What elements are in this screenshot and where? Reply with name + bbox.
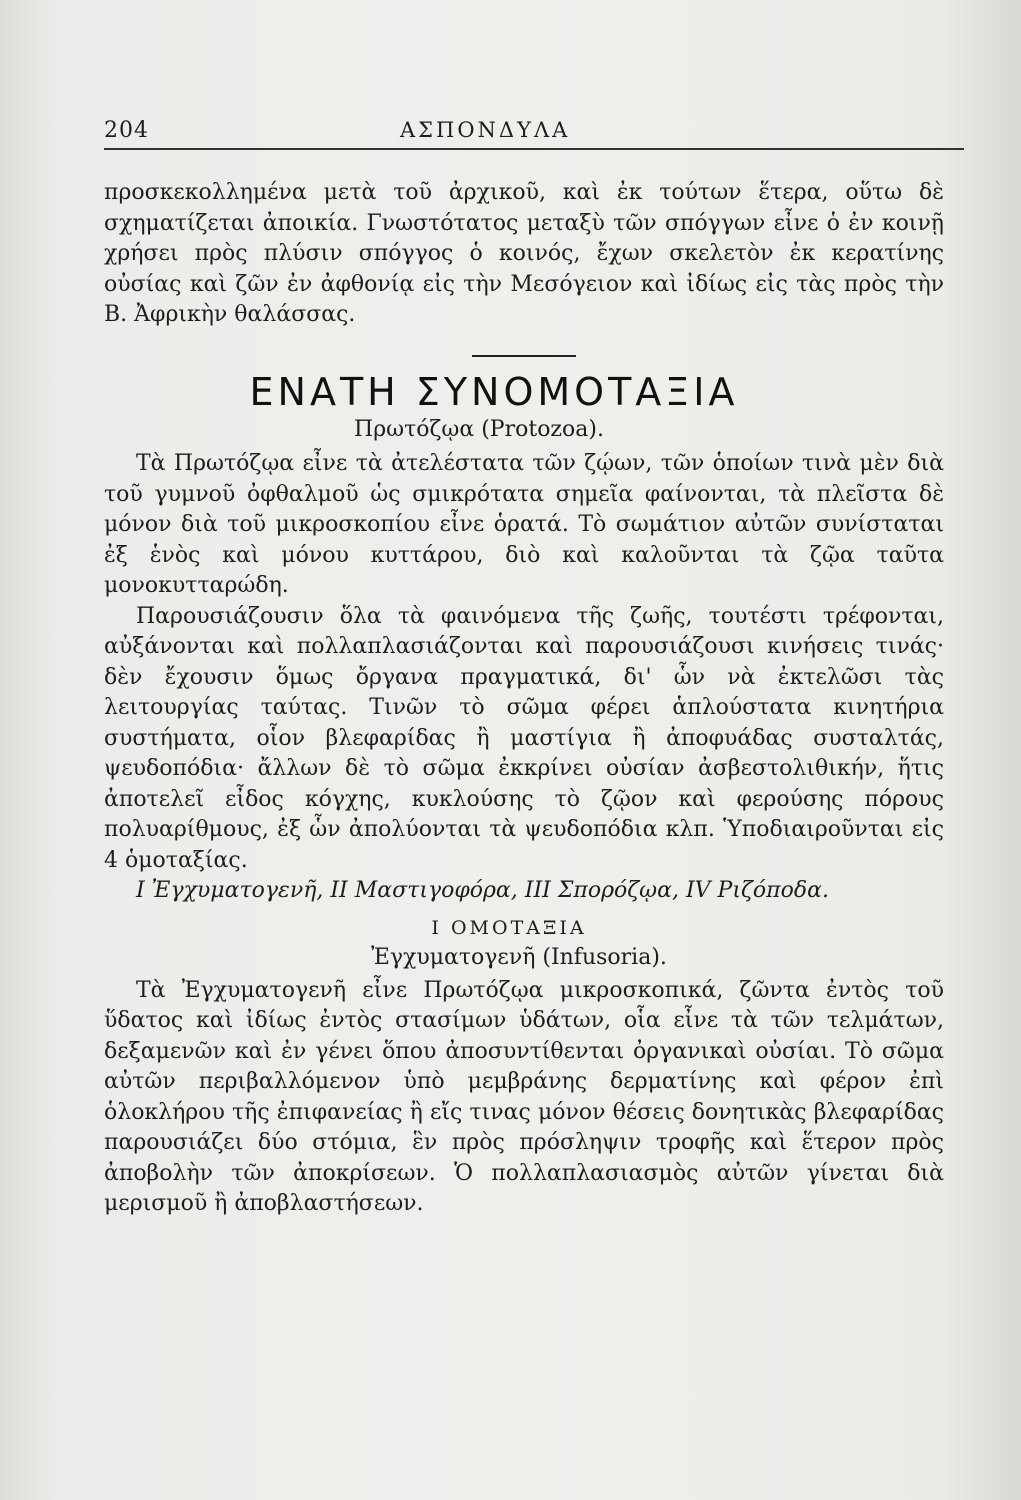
section-subtitle: Πρωτόζῳα (Protozoa). — [354, 416, 604, 442]
page-body — [104, 178, 944, 1220]
header-rule — [104, 148, 964, 150]
section-paragraph-1: Τὰ Πρωτόζῳα εἶνε τὰ ἀτελέστατα τῶν ζῴων, τῶν ὁποίων τινὰ μὲν διὰ τοῦ γυμνοῦ ὀφθαλμοῦ ὡς σμικρότατα σημεῖα φαίνονται, τὰ πλεῖστα δὲ μόνον διὰ τοῦ μικροσκοπίου εἶνε ὁρατά. Τὸ σωμάτιον αὐτῶν συνίσταται ἐξ ἑνὸς καὶ μόνου κυττάρου, διὸ καὶ καλοῦνται τὰ ζῷα ταῦτα μονοκυτταρώδη. — [104, 451, 944, 598]
section-divider — [472, 355, 576, 357]
subsection-title: I ΟΜΟΤΑΞΙΑ — [431, 916, 587, 939]
subsection-paragraph: Τὰ Ἐγχυματογενῆ εἶνε Πρωτόζῳα μικροσκοπικά, ζῶντα ἐντὸς τοῦ ὕδατος καὶ ἰδίως ἐντὸς στασίμων ὑδάτων, οἷα εἶνε τὰ τῶν τελμάτων, δεξαμενῶν καὶ ἐν γένει ὅπου ἀποσυντίθενται ὀργανικαὶ οὐσίαι. Τὸ σῶμα αὐτῶν περιβαλλόμενον ὑπὸ μεμβράνης δερματίνης καὶ φέρον ἐπὶ ὁλοκλήρου τῆς ἐπιφανείας ἢ εἴς τινας μόνον θέσεις δονητικὰς βλεφαρίδας παρουσιάζει δύο στόμια, ἓν πρὸς πρόσληψιν τροφῆς καὶ ἕτερον πρὸς ἀποβολὴν τῶν ἀποκρίσεων. Ὁ πολλαπλασιασμὸς αὐτῶν γίνεται διὰ μερισμοῦ ἢ ἀποβλαστήσεων. — [104, 977, 944, 1216]
page-header — [104, 112, 964, 152]
section-paragraph-2: Παρουσιάζουσιν ὅλα τὰ φαινόμενα τῆς ζωῆς, τουτέστι τρέφονται, αὐξάνονται καὶ πολλαπλασιάζονται καὶ παρουσιάζουσι κινήσεις τινάς· δὲν ἔχουσιν ὅμως ὄργανα πραγματικά, δι' ὧν νὰ ἐκτελῶσι τὰς λειτουργίας ταύτας. Τινῶν τὸ σῶμα φέρει ἁπλούστατα κινητήρια συστήματα, οἷον βλεφαρίδας ἢ μαστίγια ἢ ἀποφυάδας συσταλτάς, ψευδοπόδια· ἄλλων δὲ τὸ σῶμα ἐκκρίνει οὐσίαν ἀσβεστολιθικήν, ἥτις ἀποτελεῖ εἶδος κόγχης, κυκλούσης τὸ ζῷον καὶ φερούσης πόρους πολυαρίθμους, ἐξ ὧν ἀπολύονται τὰ ψευδοπόδια κλπ. Ὑποδιαιροῦνται εἰς 4 ὁμοταξίας. — [104, 603, 944, 873]
running-title: ΑΣΠΟΝΔΥΛΑ — [400, 118, 571, 142]
section-title: ΕΝΑΤΗ ΣΥΝΟΜΟΤΑΞΙΑ — [249, 369, 739, 414]
subsection-subtitle: Ἐγχυματογενῆ (Infusoria). — [371, 945, 667, 970]
classes-list: I Ἐγχυματογενῆ, II Μαστιγοφόρα, III Σπορόζῳα, IV Ριζόποδα. — [136, 878, 829, 903]
page-number: 204 — [104, 118, 149, 143]
intro-paragraph: προσκεκολλημένα μετὰ τοῦ ἀρχικοῦ, καὶ ἐκ τούτων ἕτερα, οὕτω δὲ σχηματίζεται ἀποικία. Γνωστότατος μεταξὺ τῶν σπόγγων εἶνε ὁ ἐν κοινῇ χρήσει πρὸς πλύσιν σπόγγος ὁ κοινός, ἔχων σκελετὸν ἐκ κερατίνης οὐσίας καὶ ζῶν ἐν ἀφθονίᾳ εἰς τὴν Μεσόγειον καὶ ἰδίως εἰς τὰς πρὸς τὴν Β. Ἀφρικὴν θαλάσσας. — [104, 180, 944, 327]
